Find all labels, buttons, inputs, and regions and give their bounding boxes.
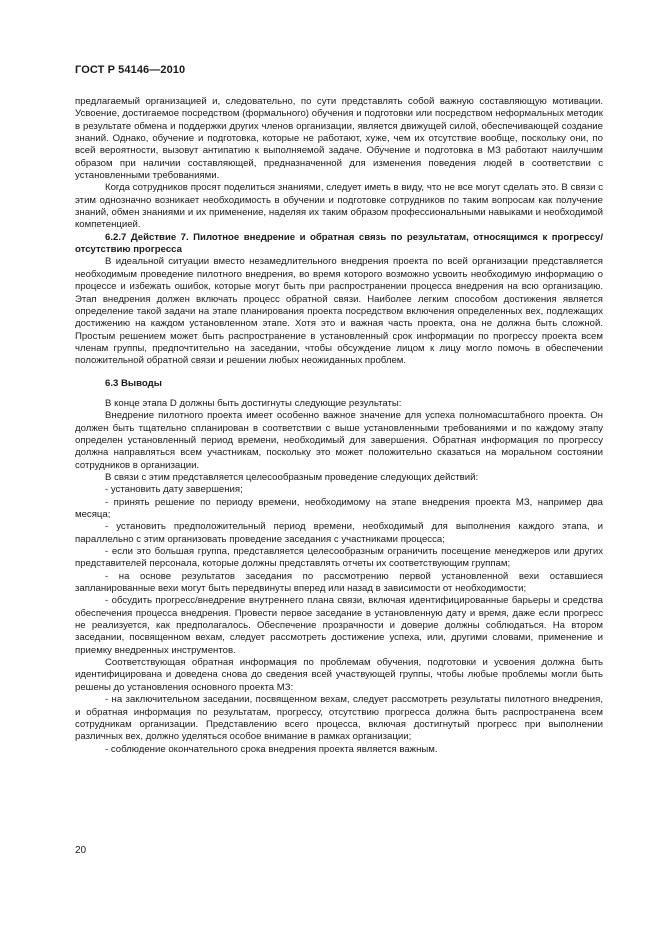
document-header: ГОСТ Р 54146—2010: [75, 64, 186, 76]
list-item: - если это большая группа, представляется целесообразным ограничить посещение менеджеров или других представителей персонала, которые должны представлять отчеты их соответствующим группам;: [75, 546, 603, 570]
list-item: - соблюдение окончательного срока внедрения проекта является важным.: [105, 743, 438, 755]
list-item: - установить предположительный период времени, необходимый для выполнения каждого этапа, и параллельно с этим организовать проведение заседания с участниками процесса;: [75, 521, 603, 545]
list-item: - принять решение по периоду времени, необходимому на этапе внедрения проекта МЗ, например два месяца;: [75, 496, 603, 520]
list-item: - обсудить прогресс/внедрение внутреннего плана связи, включая идентифицированные барьеры и средства обеспечения процесса внедрения. Провести первое заседание в установленную дату и время, даже если прогресс не реализуется, как предполагалось. Обеспечение прозрачности и доверие должны соблюдаться. На втором заседании, посвященном вехам, следует рассмотреть достижение успеха, или, другими словами, применение и приемку внедренных инструментов.: [75, 595, 603, 656]
paragraph: Внедрение пилотного проекта имеет особенно важное значение для успеха полномасштабного проекта. Он должен быть тщательно спланирован в соответствии с выше установленными требованиями и по каждому этапу определен установленный период времени, необходимый для завершения. Обратная информация по прогрессу должна направляться всем участникам, поскольку это может положительно сказаться на моральном состоянии сотрудников в организации.: [75, 410, 603, 471]
document-body: [75, 96, 603, 756]
list-item: - установить дату завершения;: [105, 484, 243, 496]
page-number: 20: [75, 845, 87, 856]
paragraph: В идеальной ситуации вместо незамедлительного внедрения проекта по всей организации представляется необходимым проведение пилотного внедрения, во время которого возможно усвоить необходимую информацию о процессе и избежать ошибок, которые могут быть при распространении процесса внедрения на всю организацию. Этап внедрения должен включать процесс обратной связи. Наиболее легким способом достижения является определение такой задачи на этапе планирования проекта посредством включения определенных вех, подлежащих достижению на каждом установленном этапе. Хотя это и важная часть проекта, она не должна быть сложной. Простым решением может быть распространение в установленный срок информации по прогрессу проекта всем членам группы, предпочтительно на заседании, чтобы обсуждение лицом к лицу могло помочь в обеспечении положительной обратной связи и решении любых неожиданных проблем.: [75, 256, 603, 367]
paragraph: Соответствующая обратная информация по проблемам обучения, подготовки и усвоения должна быть идентифицирована и доведена снова до сведения всей участвующей группы, чтобы любые проблемы могли быть решены до установления основного проекта МЗ:: [75, 657, 603, 693]
paragraph: В конце этапа D должны быть достигнуты следующие результаты:: [105, 397, 402, 409]
list-item: - на заключительном заседании, посвященном вехам, следует рассмотреть результаты пилотного внедрения, и обратная информация по результатам, прогрессу, отсутствию прогресса должна быть распространена всем сотрудникам организации. Представлению всего процесса, включая достигнутый прогресс при выполнении различных вех, должно уделяться особое внимание в рамках организации;: [75, 694, 603, 743]
section-heading: 6.3 Выводы: [105, 377, 162, 389]
paragraph: предлагаемый организацией и, следовательно, по сути представлять собой важную составляющую мотивации. Усвоение, достигаемое посредством (формального) обучения и подготовки или посредством неформальных методик в результате обмена и поддержки других членов организации, является движущей силой, обеспечивающей создание знаний. Однако, обучение и подготовка, которые не работают, хуже, чем их отсутствие вообще, поскольку они, по всей вероятности, вызовут антипатию к выполняемой задаче. Обучение и подготовка в МЗ работают наилучшим образом при наличии составляющей, предназначенной для изменения поведения людей в соответствии с установленными требованиями.: [75, 96, 603, 182]
paragraph: Когда сотрудников просят поделиться знаниями, следует иметь в виду, что не все могут сделать это. В связи с этим однозначно возникает необходимость в обучении и подготовке сотрудников по таким вопросам как получение знаний, обмен знаниями и их применение, наделяя их таким образом профессиональными навыками и необходимой компетенцией.: [75, 182, 603, 231]
section-heading: 6.2.7 Действие 7. Пилотное внедрение и обратная связь по результатам, относящимся к прогрессу/отсутствию прогресса: [75, 231, 603, 256]
list-item: - на основе результатов заседания по рассмотрению первой установленной вехи оставшиеся запланированные вехи могут быть передвинуты вперед или назад в зависимости от необходимости;: [75, 570, 603, 595]
paragraph: В связи с этим представляется целесообразным проведение следующих действий:: [105, 471, 479, 483]
